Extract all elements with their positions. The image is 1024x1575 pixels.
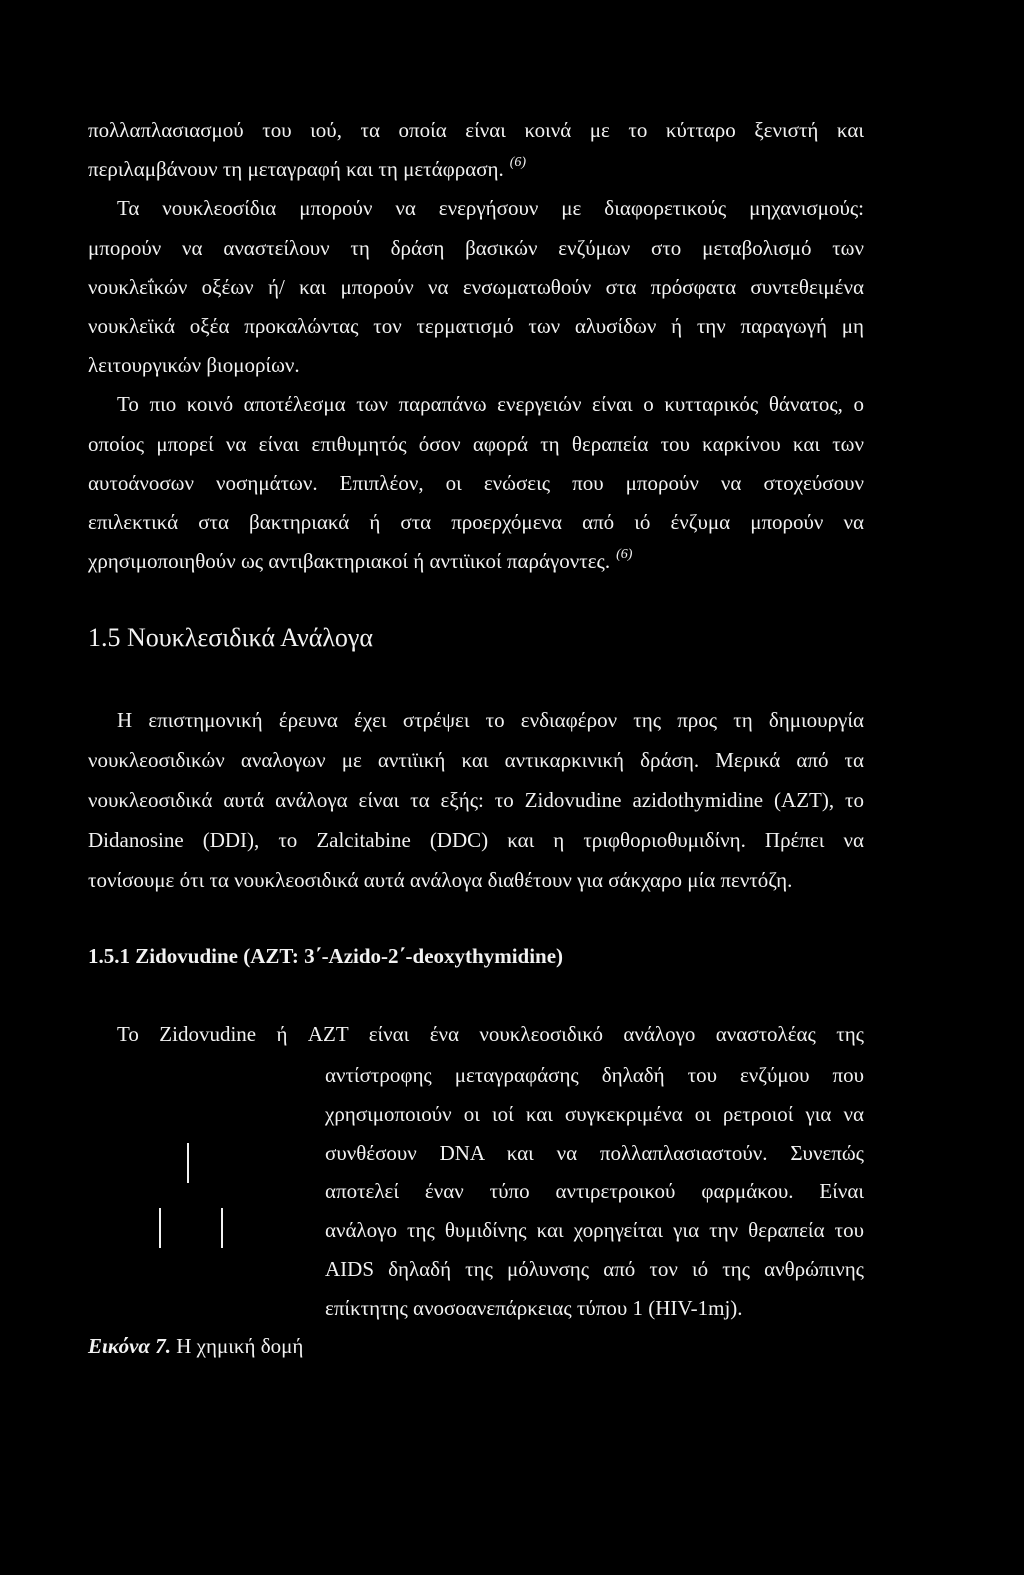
figure-caption-text: Η χημική δομή <box>176 1334 304 1358</box>
body-text-line: επιλεκτικά στα βακτηριακά ή στα προερχόμενα από ιό ένζυμα μπορούν να <box>88 509 864 534</box>
figure-label: Εικόνα 7. <box>88 1334 172 1358</box>
chemical-structure-bond <box>187 1143 189 1183</box>
line-text: περιλαμβάνουν τη μεταγραφή και τη μετάφραση. <box>88 157 504 182</box>
body-text-line: νουκλεοσιδικών αναλογων με αντιϊική και αντικαρκινική δράση. Μερικά από τα <box>88 748 864 772</box>
section-paragraph <box>88 700 864 900</box>
subsection-heading-text: 1.5.1 Zidovudine (AZT: 3΄-Azido-2΄-deoxythymidine) <box>88 944 564 968</box>
citation-reference: (6) <box>616 547 633 563</box>
body-text-line: Το Zidovudine ή AZT είναι ένα νουκλεοσιδικό ανάλογο αναστολέας της <box>117 1022 864 1046</box>
chemical-structure-bond <box>221 1208 223 1248</box>
body-text-line: οποίος μπορεί να είναι επιθυμητός όσον αφορά τη θεραπεία του καρκίνου και των <box>88 431 864 456</box>
section-heading-text: 1.5 Νουκλεσιδικά Ανάλογα <box>88 623 374 652</box>
subsection-lead <box>88 1014 864 1054</box>
figure-caption-line <box>88 1326 864 1366</box>
body-text-line: συνθέσουν DNA και να πολλαπλασιαστούν. Συνεπώς <box>325 1140 864 1165</box>
body-text-line: Τα νουκλεοσίδια μπορούν να ενεργήσουν με διαφορετικούς μηχανισμούς: <box>117 196 864 221</box>
body-text-line: ανάλογο της θυμιδίνης και χορηγείται για την θεραπεία του <box>325 1218 864 1243</box>
body-text-line: αποτελεί έναν τύπο αντιρετροικού φαρμάκου. Είναι <box>325 1179 864 1204</box>
body-text-line: χρησιμοποιούν οι ιοί και συγκεκριμένα οι ρετροιοί για να <box>325 1101 864 1126</box>
body-text-line: τονίσουμε ότι τα νουκλεοσιδικά αυτά ανάλογα διαθέτουν για σάκχαρο μία πεντόζη. <box>88 868 793 892</box>
body-text-line <box>88 542 864 581</box>
body-text-line <box>88 150 864 189</box>
body-text-line: αυτοάνοσων νοσημάτων. Επιπλέον, οι ενώσεις που μπορούν να στοχεύσουν <box>88 470 864 495</box>
body-text-line: λειτουργικών βιομορίων. <box>88 353 300 378</box>
body-text-line: Didanosine (DDI), το Zalcitabine (DDC) και η τριφθοριοθυμιδίνη. Πρέπει να <box>88 828 864 852</box>
body-text-line: πολλαπλασιασμού του ιού, τα οποία είναι κοινά με το κύτταρο ξενιστή και <box>88 118 864 142</box>
body-text-line: νουκλεοσιδικά αυτά ανάλογα είναι τα εξής: το Zidovudine azidothymidine (AZT), το <box>88 788 864 812</box>
body-text-line: επίκτητης ανοσοανεπάρκειας τύπου 1 (HIV-1mj). <box>325 1295 743 1320</box>
chemical-structure-bond <box>159 1208 161 1248</box>
figure-caption <box>88 1326 864 1366</box>
wrapped-text-column <box>325 1056 864 1328</box>
body-text-line: νουκλεϊκά οξέα προκαλώντας τον τερματισμό των αλυσίδων ή την παραγωγή μη <box>88 313 864 338</box>
body-text-line: αντίστροφης μεταγραφάσης δηλαδή του ενζύμου που <box>325 1063 864 1087</box>
citation-reference: (6) <box>509 155 527 171</box>
body-text-line: μπορούν να αναστείλουν τη δράση βασικών ενζύμων στο μεταβολισμό των <box>88 235 864 260</box>
subsection-heading <box>88 936 864 976</box>
intro-text <box>88 111 864 581</box>
body-text-line: AIDS δηλαδή της μόλυνσης από τον ιό της ανθρώπινης <box>325 1256 864 1281</box>
section-heading <box>88 618 864 658</box>
body-text-line: νουκλεΐκών οξέων ή/ και μπορούν να ενσωματωθούν στα πρόσφατα συντεθειμένα <box>88 274 864 299</box>
body-text-line: Η επιστημονική έρευνα έχει στρέψει το ενδιαφέρον της προς τη δημιουργία <box>117 708 864 732</box>
line-text: χρησιμοποιηθούν ως αντιβακτηριακοί ή αντιϊικοί παράγοντες. <box>88 549 611 574</box>
body-text-line: Το πιο κοινό αποτέλεσμα των παραπάνω ενεργειών είναι ο κυτταρικός θάνατος, ο <box>117 392 864 417</box>
